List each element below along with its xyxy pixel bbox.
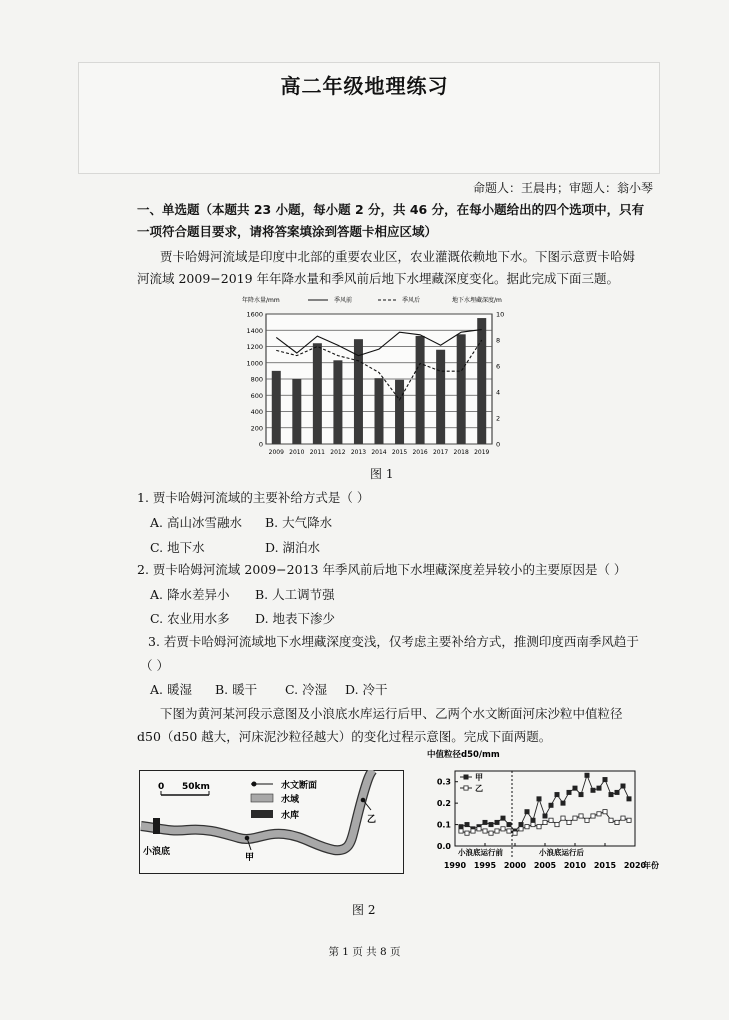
question-2-stem: 2. 贾卡哈姆河流域 2009−2013 年季风前后地下水埋藏深度差异较小的主要原因是（ ） bbox=[137, 562, 627, 577]
data-point bbox=[507, 829, 511, 833]
legend-post: 季风后 bbox=[402, 297, 421, 304]
precip-bar bbox=[436, 350, 445, 444]
label-xiaolangdi: 小浪底 bbox=[143, 847, 171, 857]
x-tick-label: 2011 bbox=[309, 449, 326, 456]
data-point bbox=[609, 818, 613, 822]
scale-zero: 0 bbox=[158, 782, 165, 792]
data-point bbox=[585, 818, 589, 822]
section-heading: 一、单选题（本题共 23 小题，每小题 2 分，共 46 分，在每小题给出的四个选项中，只有 bbox=[137, 202, 645, 217]
x-tick-label: 2015 bbox=[593, 861, 617, 870]
data-point bbox=[495, 829, 499, 833]
legend-label: 乙 bbox=[475, 784, 483, 793]
legend-marker bbox=[464, 786, 468, 790]
annotation-before: 小浪底运行前 bbox=[458, 848, 503, 857]
data-point bbox=[603, 777, 607, 781]
data-point bbox=[465, 822, 469, 826]
data-point bbox=[555, 822, 559, 826]
figure-2-chart bbox=[425, 745, 665, 875]
y-tick-label: 0.1 bbox=[436, 820, 451, 830]
data-point bbox=[537, 825, 541, 829]
y-tick-label: 0.2 bbox=[436, 799, 451, 809]
intro-paragraph-1: 贾卡哈姆河流域是印度中北部的重要农业区，农业灌溉依赖地下水。下图示意贾卡哈姆 bbox=[160, 249, 636, 264]
page-footer: 第 1 页 共 8 页 bbox=[328, 946, 401, 958]
data-point bbox=[615, 820, 619, 824]
data-point bbox=[567, 820, 571, 824]
y-right-tick-label: 4 bbox=[496, 388, 501, 397]
water-legend-icon bbox=[251, 794, 273, 802]
question-3-option-b[interactable]: B. 暖干 bbox=[215, 682, 258, 697]
authors-line: 命题人：王晨冉；审题人：翁小琴 bbox=[472, 181, 653, 195]
section-jia-marker bbox=[245, 836, 250, 841]
y-left-tick-label: 1200 bbox=[246, 343, 263, 351]
x-tick-label: 2010 bbox=[289, 449, 305, 456]
precip-bar bbox=[272, 371, 281, 444]
question-3-stem: 3. 若贾卡哈姆河流域地下水埋藏深度变浅，仅考虑主要补给方式，推测印度西南季风趋于 bbox=[148, 634, 639, 649]
data-point bbox=[621, 816, 625, 820]
x-tick-label: 2009 bbox=[268, 449, 284, 456]
precip-bar bbox=[416, 336, 425, 444]
hydrologic-section-icon bbox=[252, 782, 257, 787]
y-right-tick-label: 8 bbox=[496, 336, 501, 345]
data-point bbox=[519, 827, 523, 831]
annotation-after: 小浪底运行后 bbox=[539, 848, 584, 857]
y-left-tick-label: 1600 bbox=[246, 310, 263, 319]
data-point bbox=[525, 810, 529, 814]
data-point bbox=[465, 831, 469, 835]
data-point bbox=[543, 820, 547, 824]
intro-paragraph-4: d50（d50 越大，河床泥沙粒径越大）的变化过程示意图。完成下面两题。 bbox=[137, 729, 552, 744]
legend-water: 水域 bbox=[281, 795, 300, 805]
x-tick-label: 2017 bbox=[432, 449, 449, 456]
precip-bar bbox=[457, 334, 466, 444]
data-point bbox=[483, 829, 487, 833]
figure-2-caption: 图 2 bbox=[352, 903, 376, 917]
data-point bbox=[507, 822, 511, 826]
question-2-option-c[interactable]: C. 农业用水多 bbox=[150, 611, 230, 626]
question-3-option-c[interactable]: C. 冷湿 bbox=[285, 682, 328, 697]
data-point bbox=[531, 818, 535, 822]
x-tick-label: 1995 bbox=[473, 861, 497, 870]
x-tick-label: 2016 bbox=[412, 449, 428, 456]
reservoir-legend-icon bbox=[251, 810, 273, 818]
figure-2-map bbox=[139, 770, 404, 874]
data-point bbox=[471, 829, 475, 833]
legend-reservoir: 水库 bbox=[281, 811, 300, 821]
precip-bar bbox=[477, 318, 486, 444]
x-tick-label: 2005 bbox=[533, 861, 557, 870]
question-1-stem: 1. 贾卡哈姆河流域的主要补给方式是（ ） bbox=[137, 490, 370, 505]
x-tick-label: 2000 bbox=[503, 861, 527, 870]
y-left-tick-label: 800 bbox=[250, 375, 263, 384]
x-tick-label: 2013 bbox=[350, 449, 367, 456]
data-point bbox=[615, 790, 619, 794]
legend-precip: 年降水量/mm bbox=[242, 297, 280, 304]
data-point bbox=[621, 784, 625, 788]
x-tick-label: 2020 bbox=[623, 861, 647, 870]
data-point bbox=[627, 797, 631, 801]
x-tick-label: 2015 bbox=[391, 449, 408, 456]
data-point bbox=[549, 803, 553, 807]
data-point bbox=[483, 820, 487, 824]
data-point bbox=[489, 822, 493, 826]
data-point bbox=[597, 786, 601, 790]
data-point bbox=[627, 818, 631, 822]
x-tick-label: 1990 bbox=[443, 861, 467, 870]
question-2-option-a[interactable]: A. 降水差异小 bbox=[150, 587, 230, 602]
data-point bbox=[525, 825, 529, 829]
data-point bbox=[459, 825, 463, 829]
intro-paragraph-3: 下图为黄河某河段示意图及小浪底水库运行后甲、乙两个水文断面河床沙粒中值粒径 bbox=[160, 706, 623, 721]
plot-frame bbox=[455, 771, 635, 846]
precip-bar bbox=[333, 360, 342, 444]
x-tick-label: 2019 bbox=[474, 449, 490, 456]
data-point bbox=[573, 816, 577, 820]
x-axis-label: 年份 bbox=[643, 861, 659, 870]
figure-1-caption: 图 1 bbox=[370, 467, 394, 481]
y-left-tick-label: 1400 bbox=[246, 326, 263, 335]
xiaolangdi-reservoir bbox=[153, 818, 160, 834]
legend-label: 甲 bbox=[475, 773, 483, 782]
data-point bbox=[459, 829, 463, 833]
y-left-tick-label: 200 bbox=[250, 424, 263, 433]
question-1-option-b[interactable]: B. 大气降水 bbox=[265, 515, 333, 530]
data-point bbox=[561, 816, 565, 820]
data-point bbox=[579, 792, 583, 796]
label-yi: 乙 bbox=[367, 815, 377, 825]
precip-bar bbox=[375, 378, 384, 444]
data-point bbox=[603, 810, 607, 814]
question-3-option-a[interactable]: A. 暖湿 bbox=[150, 682, 192, 697]
data-point bbox=[579, 814, 583, 818]
chart-title: 中值粒径d50/mm bbox=[427, 750, 500, 760]
page-title: 高二年级地理练习 bbox=[280, 74, 449, 98]
data-point bbox=[513, 831, 517, 835]
question-1-option-d[interactable]: D. 湖泊水 bbox=[265, 540, 321, 555]
data-point bbox=[561, 801, 565, 805]
section-heading-2: 一项符合题目要求，请将答案填涂到答题卡相应区域） bbox=[137, 224, 438, 239]
question-1-option-c[interactable]: C. 地下水 bbox=[150, 540, 205, 555]
precip-bar bbox=[313, 343, 322, 444]
y-left-tick-label: 1000 bbox=[246, 359, 263, 368]
data-point bbox=[597, 812, 601, 816]
question-3-option-d[interactable]: D. 冷干 bbox=[345, 682, 388, 697]
y-tick-label: 0.0 bbox=[436, 842, 451, 851]
data-point bbox=[501, 827, 505, 831]
data-point bbox=[585, 773, 589, 777]
question-2-option-d[interactable]: D. 地表下渗少 bbox=[255, 611, 336, 626]
legend-marker bbox=[464, 775, 468, 779]
data-point bbox=[537, 797, 541, 801]
data-point bbox=[591, 788, 595, 792]
question-3-stem-2: （ ） bbox=[140, 658, 169, 673]
legend-depth: 地下水埋藏深度/m bbox=[452, 297, 502, 304]
data-point bbox=[549, 818, 553, 822]
x-tick-label: 2018 bbox=[453, 449, 469, 456]
question-2-option-b[interactable]: B. 人工调节强 bbox=[255, 587, 335, 602]
scale-label: 50km bbox=[182, 782, 210, 792]
y-right-tick-label: 2 bbox=[496, 414, 501, 423]
data-point bbox=[543, 814, 547, 818]
y-right-tick-label: 6 bbox=[496, 362, 501, 371]
figure-1-chart bbox=[230, 292, 530, 462]
data-point bbox=[531, 822, 535, 826]
question-1-option-a[interactable]: A. 高山冰雪融水 bbox=[150, 515, 242, 530]
data-point bbox=[477, 827, 481, 831]
data-point bbox=[495, 820, 499, 824]
y-right-tick-label: 0 bbox=[496, 440, 501, 449]
precip-bar bbox=[395, 380, 404, 444]
y-left-tick-label: 400 bbox=[250, 408, 263, 416]
y-tick-label: 0.3 bbox=[436, 777, 451, 787]
data-point bbox=[609, 792, 613, 796]
data-point bbox=[567, 790, 571, 794]
data-point bbox=[573, 786, 577, 790]
data-point bbox=[489, 831, 493, 835]
intro-paragraph-2: 河流域 2009−2019 年年降水量和季风前后地下水埋藏深度变化。据此完成下面三题。 bbox=[137, 271, 620, 286]
x-tick-label: 2012 bbox=[330, 449, 346, 456]
legend-pre: 季风前 bbox=[334, 297, 353, 304]
x-tick-label: 2014 bbox=[371, 449, 387, 456]
x-tick-label: 2010 bbox=[563, 861, 587, 870]
legend-hydro: 水文断面 bbox=[281, 781, 318, 791]
data-point bbox=[501, 816, 505, 820]
data-point bbox=[555, 792, 559, 796]
precip-bar bbox=[292, 379, 301, 444]
data-point bbox=[519, 822, 523, 826]
y-right-tick-label: 10 bbox=[496, 310, 505, 319]
data-point bbox=[591, 814, 595, 818]
label-jia: 甲 bbox=[245, 853, 255, 863]
y-left-tick-label: 600 bbox=[250, 391, 263, 400]
y-left-tick-label: 0 bbox=[258, 440, 263, 449]
section-yi-marker bbox=[361, 798, 366, 803]
